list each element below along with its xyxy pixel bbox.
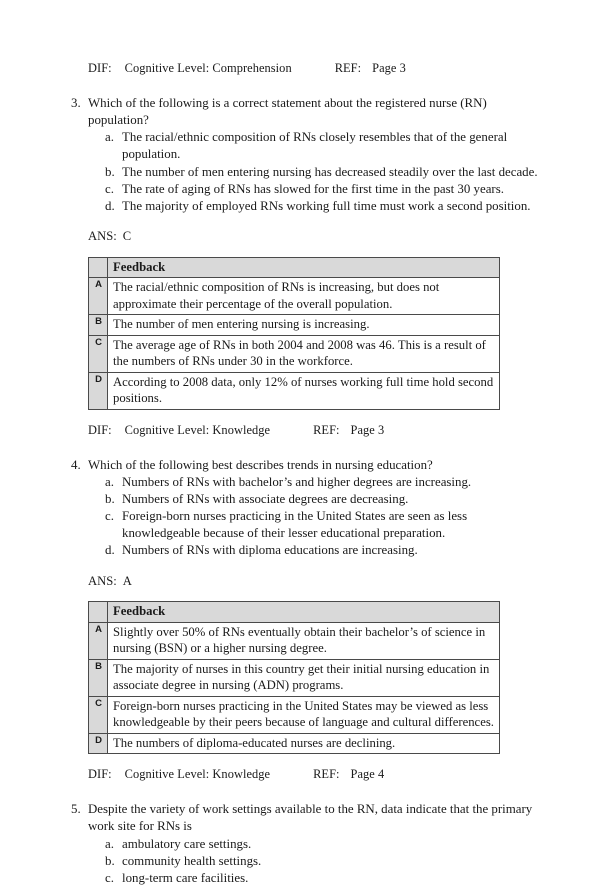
option-letter: c. — [105, 181, 114, 196]
option-letter: a. — [105, 130, 114, 145]
option-item[interactable] — [105, 836, 538, 853]
option-item[interactable] — [105, 853, 538, 870]
question-4-text: Which of the following best describes trends in nursing education? — [88, 457, 433, 472]
ref-value: Page 3 — [350, 422, 385, 437]
question-3-number: 3. — [71, 95, 81, 110]
question-5-stem — [71, 801, 538, 835]
option-text: The racial/ethnic composition of RNs closely resembles that of the general population. — [122, 130, 508, 162]
feedback-row-letter: D — [89, 733, 108, 754]
metadata-line-q2 — [88, 60, 538, 78]
dif-value: Cognitive Level: Knowledge — [124, 422, 271, 437]
dif-label: DIF: — [88, 767, 112, 782]
answer-label: ANS: — [88, 573, 117, 588]
answer-line-q4 — [88, 573, 538, 591]
option-text: The number of men entering nursing has decreased steadily over the last decade. — [122, 164, 538, 179]
option-letter: d. — [105, 198, 115, 213]
feedback-row-letter: A — [89, 622, 108, 659]
feedback-table-q4-wrapper — [88, 601, 500, 754]
option-letter: c. — [105, 870, 114, 885]
dif-value: Cognitive Level: Comprehension — [124, 61, 292, 75]
option-item[interactable] — [105, 542, 538, 559]
feedback-row-letter: B — [89, 659, 108, 696]
feedback-row-text: According to 2008 data, only 12% of nurses working full time hold second positions. — [108, 372, 500, 409]
option-text: Foreign-born nurses practicing in the United States are seen as less knowledgeable because of their lesser educational preparation. — [122, 509, 468, 541]
option-item[interactable] — [105, 198, 538, 215]
dif-label: DIF: — [88, 61, 112, 75]
question-5-text: Despite the variety of work settings available to the RN, data indicate that the primary work site for RNs is — [88, 802, 533, 834]
question-5-options — [71, 836, 538, 887]
option-item[interactable] — [105, 870, 538, 887]
option-letter: a. — [105, 474, 114, 489]
feedback-row-text: The racial/ethnic composition of RNs is increasing, but does not approximate their percentage of the overall population. — [108, 278, 500, 315]
metadata-line-q3 — [88, 422, 538, 440]
feedback-row-text: Slightly over 50% of RNs eventually obtain their bachelor’s of science in nursing (BSN) or a higher nursing degree. — [108, 622, 500, 659]
table-row — [89, 733, 500, 754]
dif-label: DIF: — [88, 422, 112, 437]
table-row — [89, 278, 500, 315]
question-4-options — [71, 474, 538, 560]
option-letter: b. — [105, 853, 115, 868]
table-row — [89, 622, 500, 659]
table-row — [89, 315, 500, 336]
feedback-column-header: Feedback — [108, 257, 500, 278]
feedback-row-text: Foreign-born nurses practicing in the United States may be viewed as less knowledgeable by their peers because of language and cultural differences. — [108, 696, 500, 733]
question-3-text: Which of the following is a correct statement about the registered nurse (RN) population? — [88, 95, 487, 128]
feedback-table-q3 — [88, 257, 500, 410]
ref-label: REF: — [334, 61, 362, 75]
answer-value: A — [122, 573, 132, 588]
question-4-stem — [71, 457, 538, 474]
option-text: long-term care facilities. — [122, 870, 249, 885]
feedback-row-letter: A — [89, 278, 108, 315]
table-header-row — [89, 602, 500, 623]
feedback-table-q4 — [88, 601, 500, 754]
question-5-number: 5. — [71, 802, 81, 817]
feedback-table-q3-wrapper — [88, 257, 500, 410]
option-text: community health settings. — [122, 853, 262, 868]
ref-value: Page 3 — [372, 61, 406, 75]
feedback-row-text: The majority of nurses in this country get their initial nursing education in associate degree in nursing (ADN) programs. — [108, 659, 500, 696]
feedback-row-letter: D — [89, 372, 108, 409]
option-text: Numbers of RNs with diploma educations are increasing. — [122, 543, 418, 558]
question-3-stem — [71, 95, 538, 129]
feedback-row-letter: C — [89, 335, 108, 372]
feedback-row-text: The number of men entering nursing is increasing. — [108, 315, 500, 336]
option-text: ambulatory care settings. — [122, 836, 252, 851]
feedback-column-header: Feedback — [108, 602, 500, 623]
ref-value: Page 4 — [350, 767, 385, 782]
option-item[interactable] — [105, 508, 538, 542]
question-4-number: 4. — [71, 457, 81, 472]
option-letter: b. — [105, 164, 115, 179]
metadata-line-q4 — [88, 766, 538, 784]
option-text: Numbers of RNs with bachelor’s and higher degrees are increasing. — [122, 474, 472, 489]
answer-line-q3 — [88, 228, 538, 246]
option-letter: b. — [105, 492, 115, 506]
feedback-row-text: The numbers of diploma-educated nurses are declining. — [108, 733, 500, 754]
option-item[interactable] — [105, 491, 538, 508]
ref-label: REF: — [313, 422, 340, 437]
table-header-row — [89, 257, 500, 278]
option-item[interactable] — [105, 181, 538, 198]
option-letter: d. — [105, 543, 115, 558]
option-item[interactable] — [105, 164, 538, 181]
ref-label: REF: — [313, 767, 340, 782]
option-item[interactable] — [105, 474, 538, 491]
table-row — [89, 659, 500, 696]
feedback-row-letter: B — [89, 315, 108, 336]
answer-value: C — [122, 229, 132, 244]
table-corner-cell — [89, 602, 108, 623]
feedback-row-letter: C — [89, 696, 108, 733]
dif-value: Cognitive Level: Knowledge — [124, 767, 271, 782]
table-row — [89, 335, 500, 372]
question-3-options — [71, 129, 538, 215]
table-corner-cell — [89, 257, 108, 278]
table-row — [89, 696, 500, 733]
option-letter: c. — [105, 509, 114, 524]
option-item[interactable] — [105, 129, 538, 163]
option-text: The rate of aging of RNs has slowed for the first time in the past 30 years. — [122, 181, 504, 196]
feedback-row-text: The average age of RNs in both 2004 and 2008 was 46. This is a result of the numbers of RNs under 30 in the workforce. — [108, 335, 500, 372]
table-row — [89, 372, 500, 409]
option-text: Numbers of RNs with associate degrees are decreasing. — [122, 492, 409, 506]
option-text: The majority of employed RNs working full time must work a second position. — [122, 198, 531, 213]
answer-label: ANS: — [88, 229, 117, 244]
option-letter: a. — [105, 836, 114, 851]
